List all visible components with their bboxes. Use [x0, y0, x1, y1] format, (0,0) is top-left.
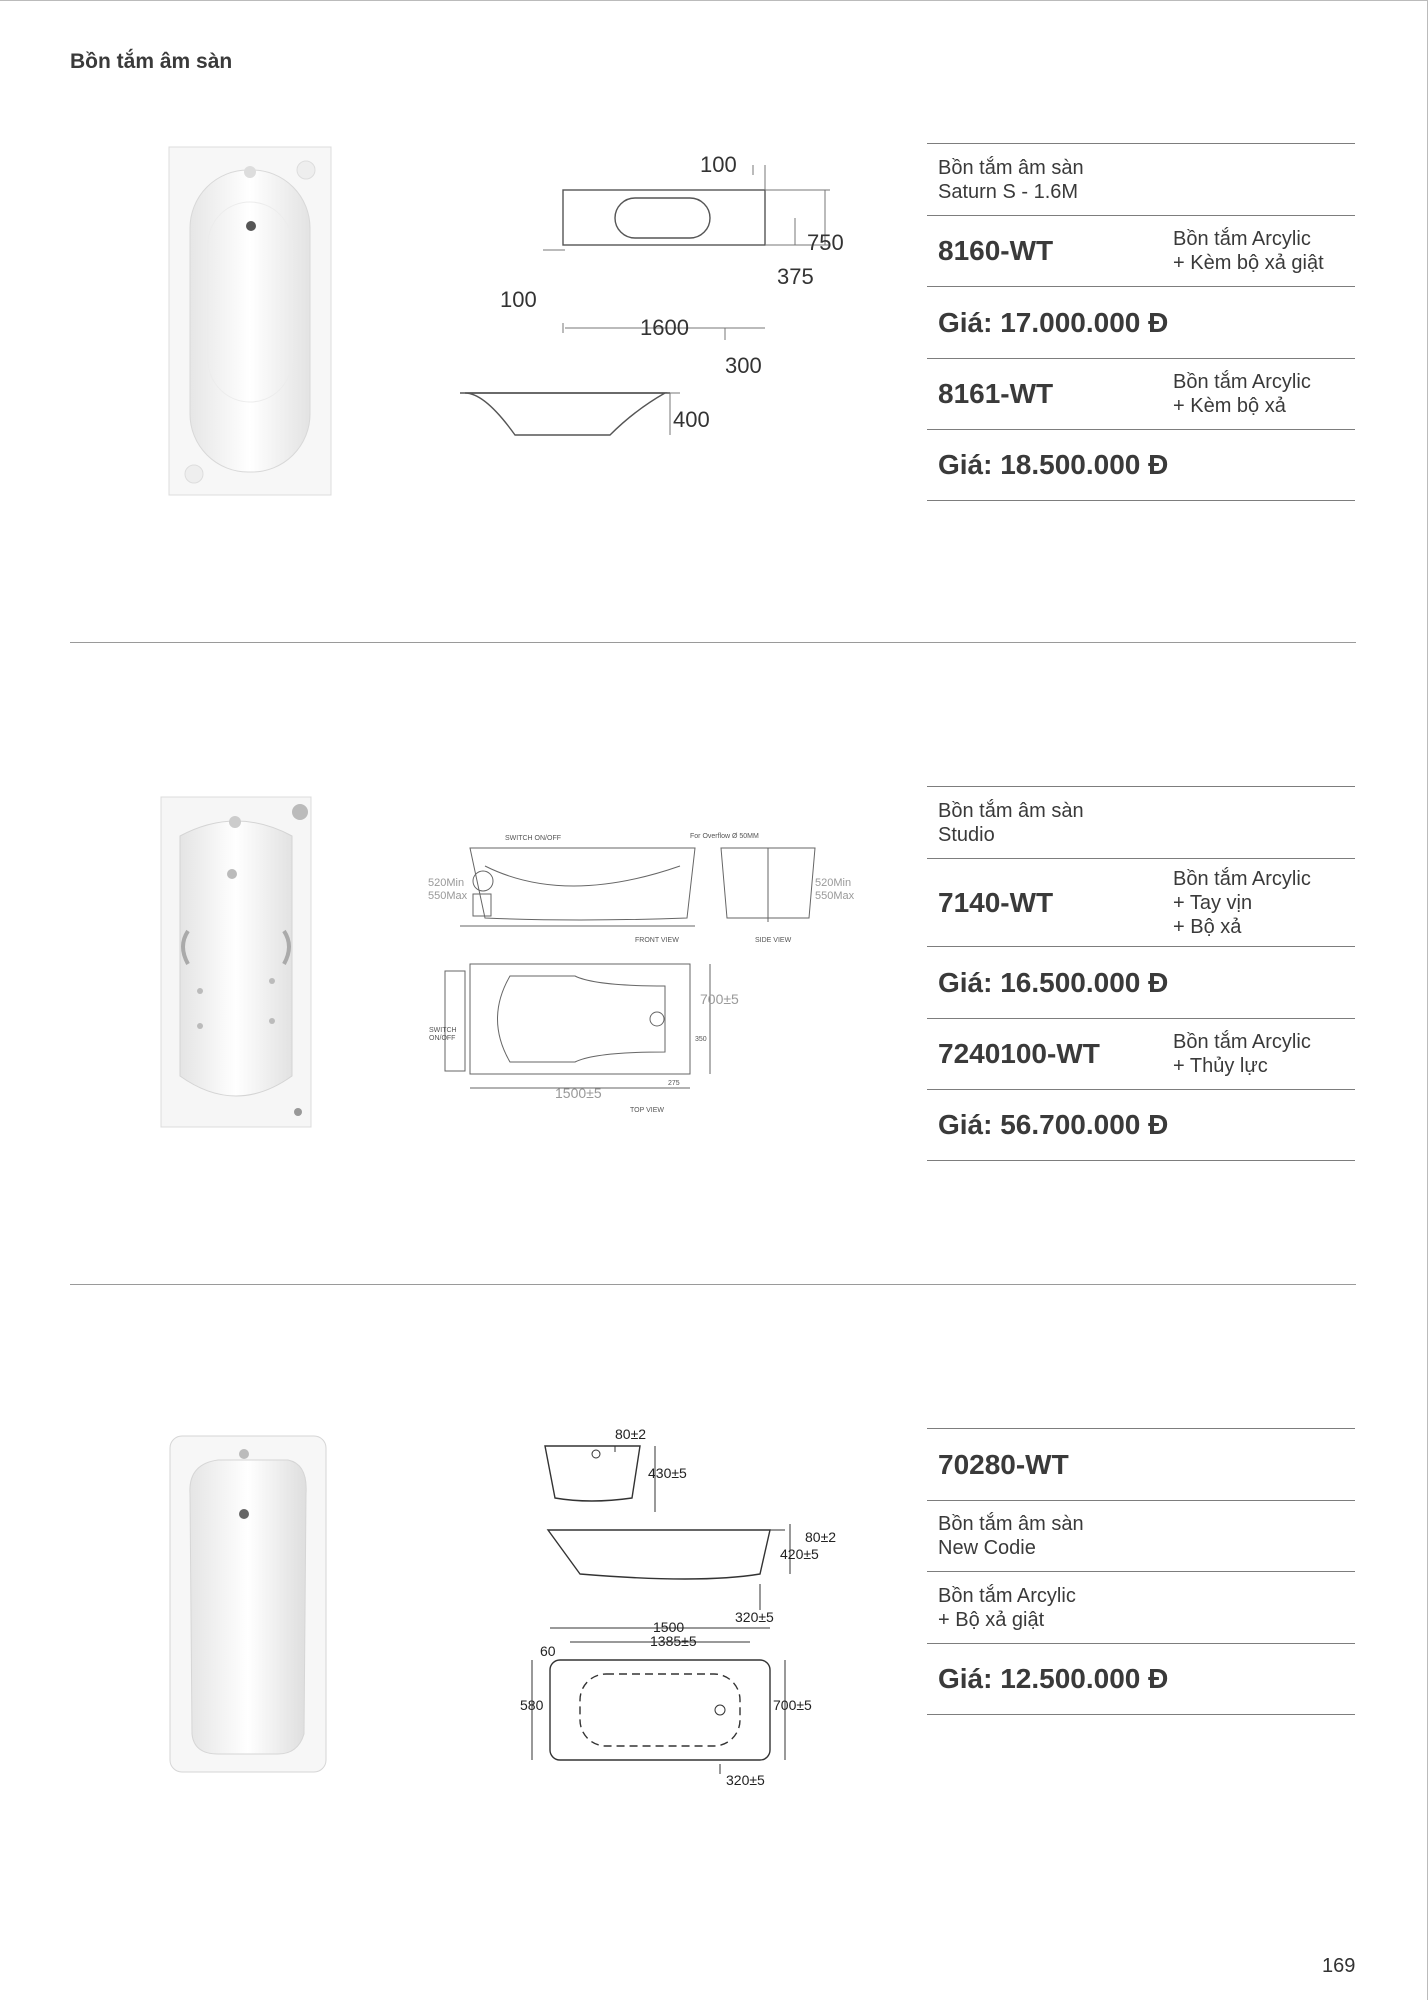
variant-desc-line3: + Bộ xả: [1173, 915, 1242, 938]
spec-table-new-codie: [927, 1428, 1355, 1715]
technical-drawing-saturn: [455, 145, 855, 455]
dim-1500: 1500±5: [555, 1085, 602, 1101]
price-row: Giá: 56.700.000 Đ: [927, 1089, 1355, 1161]
product-photo-new-codie: [168, 1434, 328, 1774]
product-name-line1: Bồn tắm âm sàn: [938, 799, 1084, 822]
label-top-view: TOP VIEW: [630, 1107, 664, 1114]
section-divider: [70, 642, 1356, 643]
label-front-view: FRONT VIEW: [635, 937, 679, 944]
price-row: Giá: 18.500.000 Đ: [927, 429, 1355, 501]
dim-700: 700±5: [773, 1697, 812, 1713]
technical-drawing-studio: [425, 826, 855, 1126]
product-code: 7240100-WT: [938, 1038, 1100, 1069]
dim-320-a: 320±5: [735, 1609, 774, 1625]
product-name-row: [927, 1500, 1355, 1571]
dim-80-a: 80±2: [615, 1426, 647, 1442]
product-name-row: [927, 143, 1355, 215]
product-code: 8161-WT: [938, 378, 1054, 409]
label-switch-top: SWITCH ON/OFF: [505, 835, 561, 842]
dim-1600: 1600: [640, 315, 689, 340]
product-name-line2: Saturn S - 1.6M: [938, 180, 1079, 203]
label-switch-left1: SWITCH: [429, 1027, 457, 1034]
dim-1385: 1385±5: [650, 1633, 697, 1649]
dim-520min-left: 520Min: [428, 877, 465, 889]
dim-1500: 1500: [653, 1619, 685, 1635]
price-row: Giá: 12.500.000 Đ: [927, 1643, 1355, 1715]
dim-580: 580: [520, 1697, 544, 1713]
dim-320-b: 320±5: [726, 1772, 765, 1788]
label-overflow: For Overflow Ø 50MM: [690, 833, 759, 840]
product-desc-row: [927, 1571, 1355, 1643]
dim-275: 275: [668, 1080, 680, 1087]
variant-desc-line2: + Tay vịn: [1173, 891, 1253, 914]
product-name-line1: Bồn tắm âm sàn: [938, 156, 1084, 179]
dim-550max-left: 550Max: [428, 890, 468, 902]
page-number: 169: [1322, 1955, 1356, 1977]
dim-350: 350: [695, 1036, 707, 1043]
dim-550max-right: 550Max: [815, 890, 855, 902]
dim-60: 60: [540, 1643, 556, 1659]
dim-300: 300: [725, 353, 762, 378]
product-photo-studio: [160, 796, 312, 1128]
product-desc-line1: Bồn tắm Arcylic: [938, 1584, 1076, 1607]
variant-desc-line1: Bồn tắm Arcylic: [1173, 228, 1311, 250]
variant-row: [927, 858, 1355, 946]
variant-desc-line1: Bồn tắm Arcylic: [1173, 371, 1311, 393]
dim-100-left: 100: [500, 287, 537, 312]
product-code: 8160-WT: [938, 235, 1054, 266]
product-name-row: [927, 786, 1355, 858]
product-photo-saturn: [168, 146, 332, 496]
variant-row: [927, 215, 1355, 286]
variant-desc-line2: + Thủy lực: [1173, 1055, 1268, 1077]
dim-430: 430±5: [648, 1465, 687, 1481]
section-title: Bồn tắm âm sàn: [70, 50, 233, 73]
variant-desc-line1: Bồn tắm Arcylic: [1173, 1031, 1311, 1053]
technical-drawing-new-codie: [520, 1424, 850, 1794]
page-top-border: [0, 0, 1428, 1]
variant-desc-line2: + Kèm bộ xả: [1173, 395, 1286, 417]
price-row: Giá: 16.500.000 Đ: [927, 946, 1355, 1018]
section-divider: [70, 1284, 1356, 1285]
dim-375: 375: [777, 264, 814, 289]
product-name-line2: New Codie: [938, 1537, 1036, 1559]
spec-table-saturn: [927, 143, 1355, 501]
label-side-view: SIDE VIEW: [755, 937, 792, 944]
variant-row: [927, 358, 1355, 429]
product-name-line2: Studio: [938, 823, 995, 846]
dim-420: 420±5: [780, 1546, 819, 1562]
variant-desc-line2: + Kèm bộ xả giật: [1173, 252, 1324, 274]
product-code-row: [927, 1428, 1355, 1500]
product-desc-line2: + Bộ xả giật: [938, 1608, 1045, 1631]
dim-520min-right: 520Min: [815, 877, 852, 889]
product-code: 70280-WT: [938, 1448, 1069, 1480]
product-code: 7140-WT: [938, 886, 1054, 918]
variant-row: [927, 1018, 1355, 1089]
spec-table-studio: [927, 786, 1355, 1161]
product-name-line1: Bồn tắm âm sàn: [938, 1513, 1084, 1535]
dim-700: 700±5: [700, 991, 739, 1007]
dim-750: 750: [807, 230, 844, 255]
label-switch-left2: ON/OFF: [429, 1035, 456, 1042]
price-row: Giá: 17.000.000 Đ: [927, 286, 1355, 358]
dim-400: 400: [673, 407, 710, 432]
dim-100-top: 100: [700, 152, 737, 177]
dim-80-b: 80±2: [805, 1529, 837, 1545]
variant-desc-line1: Bồn tắm Arcylic: [1173, 867, 1311, 890]
